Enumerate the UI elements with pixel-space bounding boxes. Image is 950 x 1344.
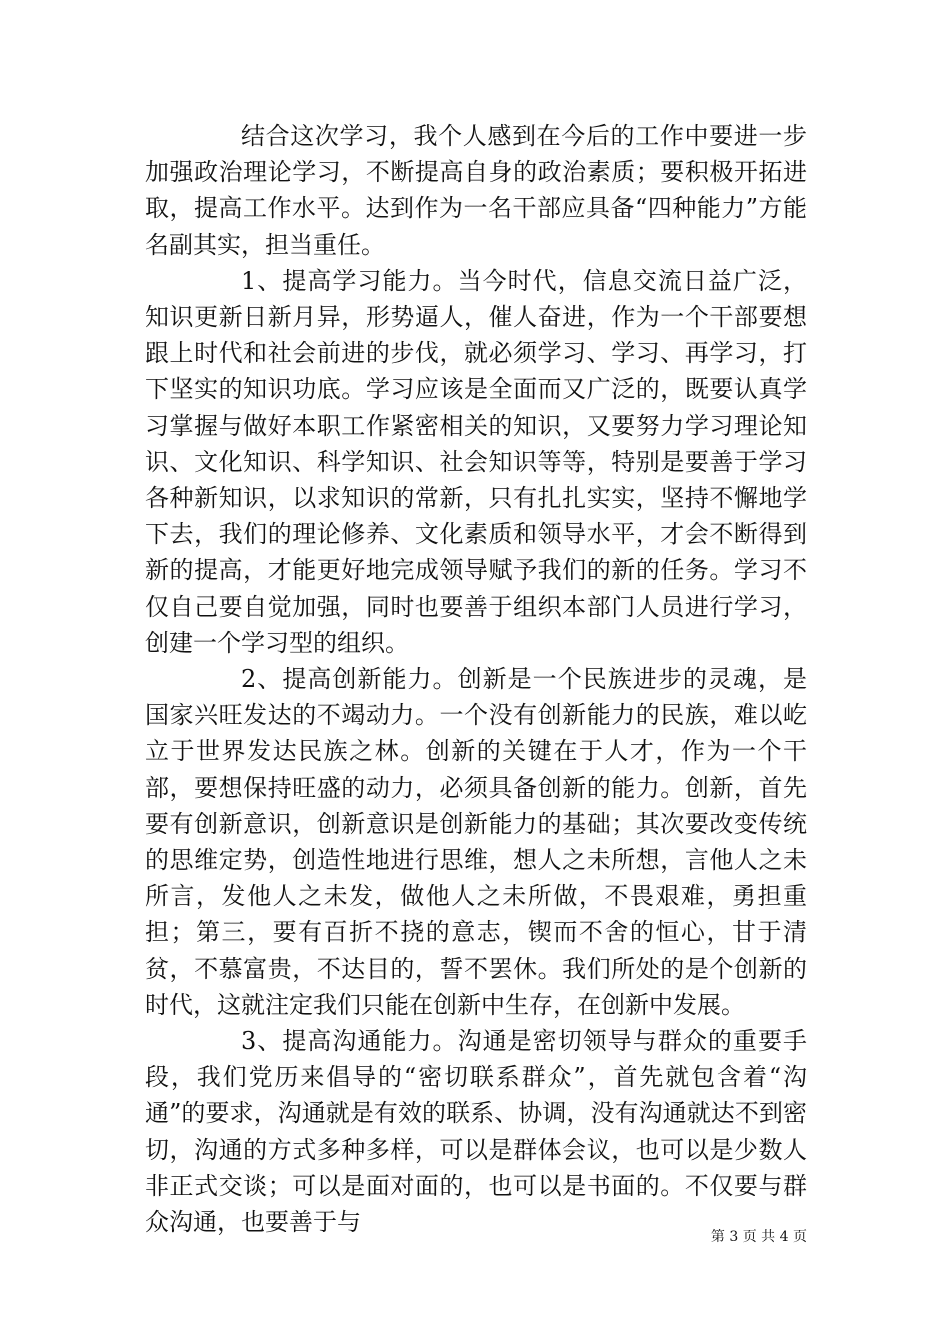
paragraph-learning-ability: 1、提高学习能力。当今时代，信息交流日益广泛，知识更新日新月异，形势逼人，催人奋进，作为一个干部要想跟上时代和社会前进的步伐，就必须学习、学习、再学习，打下坚实的知识功底。学习应该是全面而又广泛的，既要认真学习掌握与做好本职工作紧密相关的知识，又要努力学习理论知识、文化知识、科学知识、社会知识等等，特别是要善于学习各种新知识，以求知识的常新，只有扎扎实实，坚持不懈地学下去，我们的理论修养、文化素质和领导水平，才会不断得到新的提高，才能更好地完成领导赋予我们的新的任务。学习不仅自己要自觉加强，同时也要善于组织本部门人员进行学习，创建一个学习型的组织。 (145, 266, 807, 657)
page-number-footer: 第 3 页 共 4 页 (710, 1229, 807, 1245)
paragraph-intro: 结合这次学习，我个人感到在今后的工作中要进一步加强政治理论学习，不断提高自身的政治素质；要积极开拓进取，提高工作水平。达到作为一名干部应具备“四种能力”方能名副其实，担当重任。 (145, 122, 807, 259)
document-body (145, 118, 807, 1240)
paragraph-innovation-ability: 2、提高创新能力。创新是一个民族进步的灵魂，是国家兴旺发达的不竭动力。一个没有创新能力的民族，难以屹立于世界发达民族之林。创新的关键在于人才，作为一个干部，要想保持旺盛的动力，必须具备创新的能力。创新，首先要有创新意识，创新意识是创新能力的基础；其次要改变传统的思维定势，创造性地进行思维，想人之未所想，言他人之未所言，发他人之未发，做他人之未所做，不畏艰难，勇担重担；第三，要有百折不挠的意志，锲而不舍的恒心，甘于清贫，不慕富贵，不达目的，誓不罢休。我们所处的是个创新的时代，这就注定我们只能在创新中生存，在创新中发展。 (145, 665, 807, 1019)
paragraph-communication-ability: 3、提高沟通能力。沟通是密切领导与群众的重要手段，我们党历来倡导的“密切联系群众”，首先就包含着“沟通”的要求，沟通就是有效的联系、协调，没有沟通就达不到密切，沟通的方式多种多样，可以是群体会议，也可以是少数人非正式交谈；可以是面对面的，也可以是书面的。不仅要与群众沟通，也要善于与 (145, 1027, 807, 1237)
